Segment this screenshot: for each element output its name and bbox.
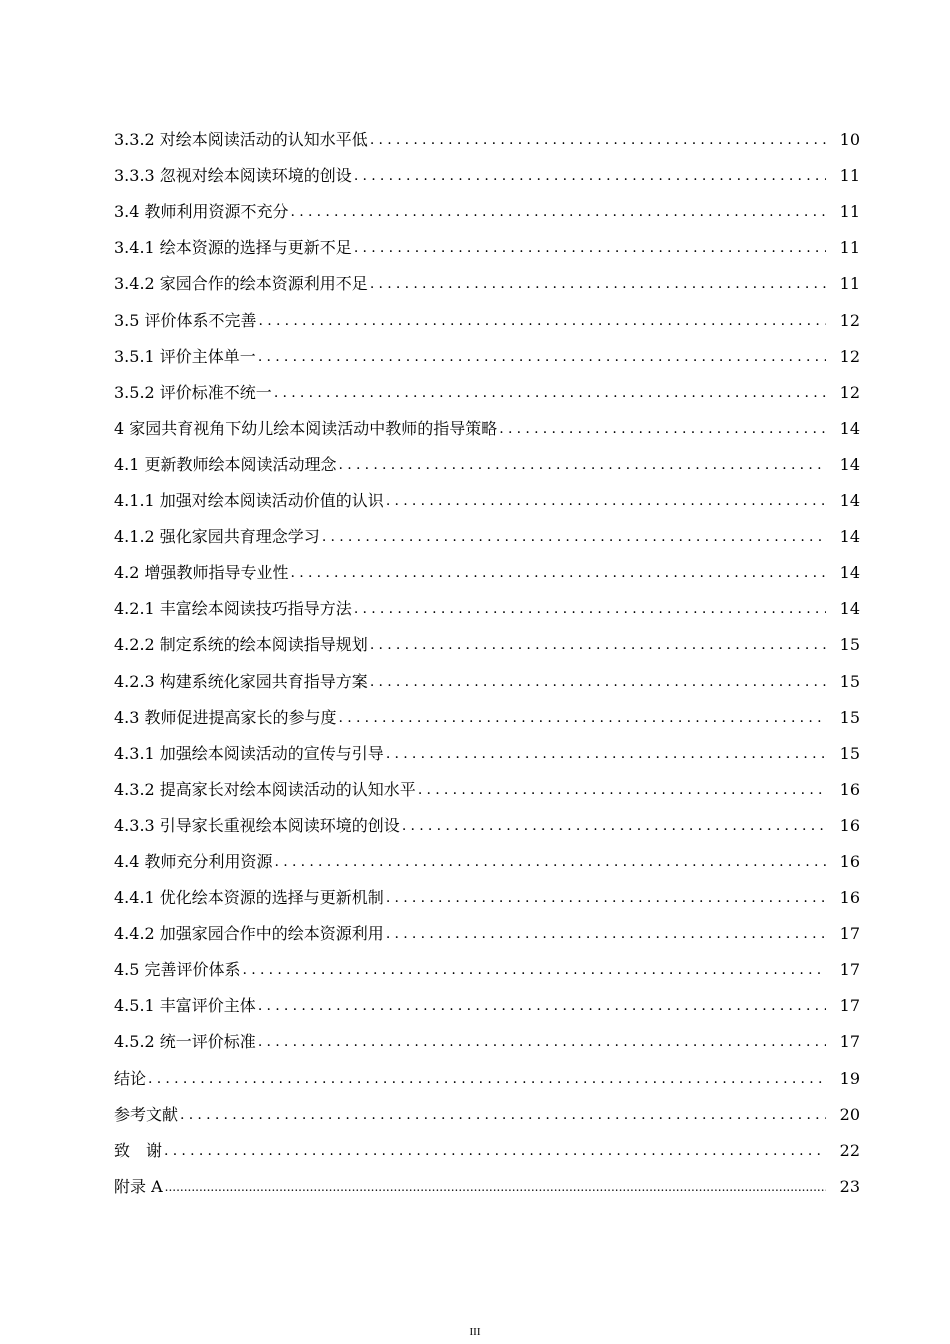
toc-entry[interactable] <box>114 767 860 803</box>
toc-entry[interactable] <box>114 839 860 875</box>
toc-entry-title: 3.4.2 家园合作的绘本资源利用不足 <box>114 274 368 294</box>
toc-entry[interactable] <box>114 658 860 694</box>
toc-entry-title: 4.5.1 丰富评价主体 <box>114 996 256 1016</box>
toc-entry-page: 17 <box>839 924 860 944</box>
toc-entry-title: 3.3.2 对绘本阅读活动的认知水平低 <box>114 130 368 150</box>
toc-entry-page: 15 <box>839 707 860 727</box>
toc-entry-page: 16 <box>839 851 860 871</box>
toc-entry[interactable] <box>114 406 860 442</box>
toc-entry-title: 参考文献 <box>114 1104 179 1124</box>
toc-entry[interactable] <box>114 1128 860 1164</box>
toc-entry-title: 4.3 教师促进提高家长的参与度 <box>114 707 337 727</box>
toc-entry[interactable] <box>114 875 860 911</box>
toc-entry[interactable] <box>114 1164 860 1200</box>
toc-entry-title: 3.5 评价体系不完善 <box>114 310 257 330</box>
toc-entry[interactable] <box>114 225 860 261</box>
toc-entry-title: 4.2.1 丰富绘本阅读技巧指导方法 <box>114 599 352 619</box>
toc-dot-leader <box>354 235 826 261</box>
toc-entry[interactable] <box>114 983 860 1019</box>
toc-entry[interactable] <box>114 370 860 406</box>
toc-dot-leader <box>386 488 826 514</box>
toc-entry-page: 14 <box>839 491 860 511</box>
toc-entry-title: 4.5.2 统一评价标准 <box>114 1032 256 1052</box>
toc-dot-leader <box>291 199 826 225</box>
toc-entry[interactable] <box>114 153 860 189</box>
toc-entry-title: 4.2 增强教师指导专业性 <box>114 563 289 583</box>
toc-entry-title: 4.4 教师充分利用资源 <box>114 851 273 871</box>
toc-entry-title: 结论 <box>114 1068 147 1088</box>
toc-dot-leader <box>180 1102 826 1128</box>
toc-entry-title: 4.3.1 加强绘本阅读活动的宣传与引导 <box>114 743 384 763</box>
toc-entry-title: 3.4 教师利用资源不充分 <box>114 202 289 222</box>
toc-entry-title: 4.2.2 制定系统的绘本阅读指导规划 <box>114 635 368 655</box>
table-of-contents <box>114 117 860 1200</box>
toc-entry-page: 14 <box>839 527 860 547</box>
toc-dot-leader <box>370 669 826 695</box>
toc-entry-page: 20 <box>839 1104 860 1124</box>
toc-dot-leader <box>243 957 826 983</box>
toc-dot-leader <box>370 632 826 658</box>
toc-dot-leader <box>386 741 826 767</box>
toc-dot-leader <box>402 813 826 839</box>
toc-dot-leader <box>354 596 826 622</box>
toc-entry-title: 4.1 更新教师绘本阅读活动理念 <box>114 454 337 474</box>
toc-entry-page: 14 <box>839 599 860 619</box>
toc-dot-leader <box>370 127 826 153</box>
toc-entry-page: 11 <box>839 238 860 258</box>
toc-entry-title: 4.3.2 提高家长对绘本阅读活动的认知水平 <box>114 779 416 799</box>
toc-entry[interactable] <box>114 586 860 622</box>
toc-entry-title: 致 谢 <box>114 1140 163 1160</box>
toc-entry-page: 17 <box>839 1032 860 1052</box>
toc-entry-page: 17 <box>839 960 860 980</box>
toc-entry-page: 15 <box>839 743 860 763</box>
toc-entry-page: 15 <box>839 671 860 691</box>
toc-entry-title: 4 家园共育视角下幼儿绘本阅读活动中教师的指导策略 <box>114 418 498 438</box>
toc-entry-title: 4.4.2 加强家园合作中的绘本资源利用 <box>114 924 384 944</box>
toc-entry[interactable] <box>114 1019 860 1055</box>
toc-dot-leader <box>499 416 826 442</box>
toc-entry[interactable] <box>114 297 860 333</box>
toc-dot-leader <box>165 1174 826 1200</box>
toc-entry-title: 3.3.3 忽视对绘本阅读环境的创设 <box>114 166 352 186</box>
toc-entry-page: 11 <box>839 166 860 186</box>
toc-entry-title: 4.5 完善评价体系 <box>114 960 241 980</box>
toc-entry[interactable] <box>114 514 860 550</box>
toc-entry-page: 10 <box>839 130 860 150</box>
toc-dot-leader <box>386 885 826 911</box>
toc-entry-page: 22 <box>839 1140 860 1160</box>
toc-entry-page: 12 <box>839 346 860 366</box>
toc-entry-page: 23 <box>839 1176 860 1196</box>
toc-dot-leader <box>322 524 826 550</box>
toc-entry-page: 11 <box>839 202 860 222</box>
toc-dot-leader <box>148 1066 826 1092</box>
toc-dot-leader <box>418 777 826 803</box>
toc-entry-page: 16 <box>839 815 860 835</box>
toc-entry-page: 11 <box>839 274 860 294</box>
toc-entry-title: 附录 A <box>114 1176 163 1196</box>
toc-entry[interactable] <box>114 622 860 658</box>
toc-entry-title: 3.4.1 绘本资源的选择与更新不足 <box>114 238 352 258</box>
toc-dot-leader <box>370 271 826 297</box>
toc-entry-page: 16 <box>839 779 860 799</box>
toc-entry-page: 19 <box>839 1068 860 1088</box>
toc-entry-title: 4.2.3 构建系统化家园共育指导方案 <box>114 671 368 691</box>
toc-entry[interactable] <box>114 442 860 478</box>
toc-entry[interactable] <box>114 947 860 983</box>
toc-dot-leader <box>258 344 826 370</box>
toc-entry-page: 14 <box>839 418 860 438</box>
toc-dot-leader <box>339 705 826 731</box>
toc-entry[interactable] <box>114 731 860 767</box>
page-number: III <box>469 1326 481 1338</box>
toc-entry-title: 4.4.1 优化绘本资源的选择与更新机制 <box>114 888 384 908</box>
toc-dot-leader <box>339 452 826 478</box>
toc-entry-page: 14 <box>839 454 860 474</box>
toc-dot-leader <box>258 1029 826 1055</box>
toc-entry-title: 3.5.2 评价标准不统一 <box>114 382 272 402</box>
toc-entry[interactable] <box>114 1092 860 1128</box>
toc-entry[interactable] <box>114 911 860 947</box>
toc-entry-page: 17 <box>839 996 860 1016</box>
toc-dot-leader <box>274 380 826 406</box>
toc-entry-title: 3.5.1 评价主体单一 <box>114 346 256 366</box>
toc-entry[interactable] <box>114 117 860 153</box>
toc-entry-title: 4.1.2 强化家园共育理念学习 <box>114 527 320 547</box>
toc-dot-leader <box>164 1138 826 1164</box>
toc-entry-page: 12 <box>839 382 860 402</box>
toc-entry[interactable] <box>114 478 860 514</box>
toc-entry-page: 15 <box>839 635 860 655</box>
toc-entry-title: 4.3.3 引导家长重视绘本阅读环境的创设 <box>114 815 400 835</box>
toc-entry-page: 12 <box>839 310 860 330</box>
toc-entry-page: 16 <box>839 888 860 908</box>
toc-entry[interactable] <box>114 550 860 586</box>
toc-dot-leader <box>354 163 826 189</box>
toc-entry[interactable] <box>114 803 860 839</box>
toc-dot-leader <box>259 308 826 334</box>
toc-dot-leader <box>386 921 826 947</box>
toc-entry[interactable] <box>114 261 860 297</box>
toc-entry-title: 4.1.1 加强对绘本阅读活动价值的认识 <box>114 491 384 511</box>
toc-entry[interactable] <box>114 695 860 731</box>
toc-dot-leader <box>258 993 826 1019</box>
toc-entry[interactable] <box>114 334 860 370</box>
toc-dot-leader <box>291 560 826 586</box>
toc-dot-leader <box>275 849 826 875</box>
toc-entry[interactable] <box>114 189 860 225</box>
toc-entry[interactable] <box>114 1055 860 1091</box>
toc-entry-page: 14 <box>839 563 860 583</box>
